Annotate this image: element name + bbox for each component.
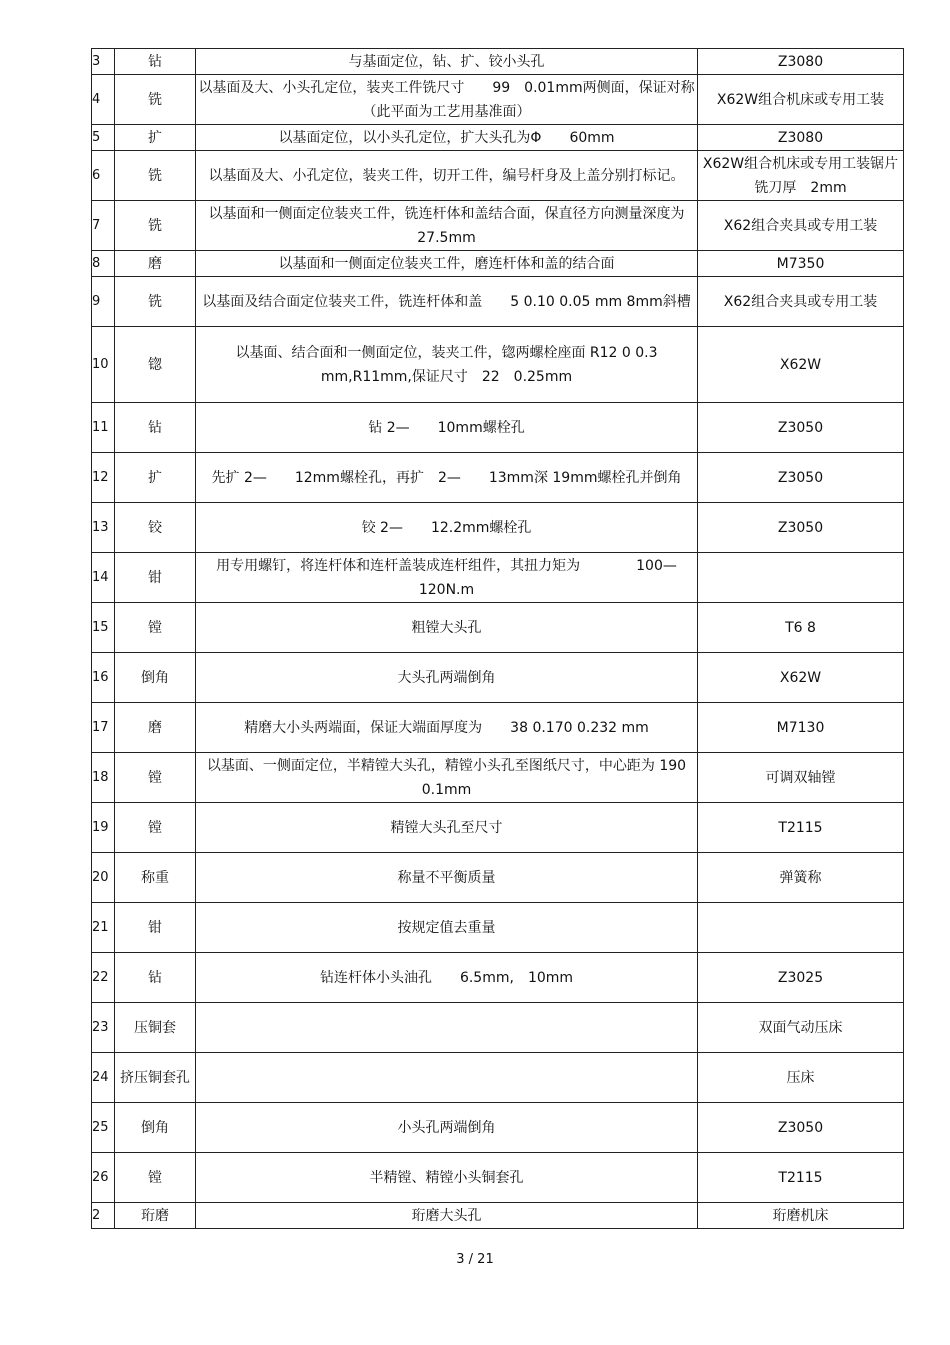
step-number-cell: 23 <box>92 1003 115 1053</box>
equipment-cell: X62W组合机床或专用工装锯片铣刀厚 2mm <box>698 151 904 201</box>
table-row <box>92 503 904 553</box>
equipment-cell: Z3025 <box>698 953 904 1003</box>
process-content-cell: 钻 2— 10mm螺栓孔 <box>196 403 698 453</box>
equipment-cell: X62W组合机床或专用工装 <box>698 75 904 125</box>
operation-cell: 压铜套 <box>115 1003 196 1053</box>
process-content-cell: 以基面及大、小孔定位，装夹工件，切开工件，编号杆身及上盖分别打标记。 <box>196 151 698 201</box>
operation-cell: 称重 <box>115 853 196 903</box>
step-number-cell: 20 <box>92 853 115 903</box>
process-content-cell: 珩磨大头孔 <box>196 1203 698 1229</box>
table-row <box>92 703 904 753</box>
step-number-cell: 13 <box>92 503 115 553</box>
operation-cell: 扩 <box>115 453 196 503</box>
step-number-cell: 3 <box>92 49 115 75</box>
equipment-cell: Z3050 <box>698 503 904 553</box>
process-table-container <box>91 48 904 1229</box>
table-row <box>92 853 904 903</box>
process-content-cell: 以基面、一侧面定位，半精镗大头孔，精镗小头孔至图纸尺寸，中心距为 190 0.1mm <box>196 753 698 803</box>
step-number-cell: 22 <box>92 953 115 1003</box>
equipment-cell: 双面气动压床 <box>698 1003 904 1053</box>
table-row <box>92 277 904 327</box>
table-row <box>92 125 904 151</box>
step-number-cell: 19 <box>92 803 115 853</box>
step-number-cell: 8 <box>92 251 115 277</box>
process-content-cell: 以基面和一侧面定位装夹工件，磨连杆体和盖的结合面 <box>196 251 698 277</box>
equipment-cell: T2115 <box>698 1153 904 1203</box>
process-content-cell: 以基面及结合面定位装夹工件，铣连杆体和盖 5 0.10 0.05 mm 8mm斜槽 <box>196 277 698 327</box>
equipment-cell: 珩磨机床 <box>698 1203 904 1229</box>
equipment-cell: X62W <box>698 327 904 403</box>
table-row <box>92 553 904 603</box>
equipment-cell: X62组合夹具或专用工装 <box>698 201 904 251</box>
equipment-cell: 压床 <box>698 1053 904 1103</box>
table-row <box>92 327 904 403</box>
step-number-cell: 5 <box>92 125 115 151</box>
equipment-cell: Z3050 <box>698 403 904 453</box>
equipment-cell: M7350 <box>698 251 904 277</box>
equipment-cell <box>698 903 904 953</box>
process-content-cell: 大头孔两端倒角 <box>196 653 698 703</box>
process-content-cell: 精镗大头孔至尺寸 <box>196 803 698 853</box>
table-row <box>92 1153 904 1203</box>
table-row <box>92 653 904 703</box>
operation-cell: 倒角 <box>115 1103 196 1153</box>
operation-cell: 挤压铜套孔 <box>115 1053 196 1103</box>
operation-cell: 镗 <box>115 753 196 803</box>
step-number-cell: 18 <box>92 753 115 803</box>
process-content-cell: 以基面、结合面和一侧面定位，装夹工件，锪两螺栓座面 R12 0 0.3 mm,R11mm,保证尺寸 22 0.25mm <box>196 327 698 403</box>
step-number-cell: 26 <box>92 1153 115 1203</box>
equipment-cell: M7130 <box>698 703 904 753</box>
equipment-cell: T2115 <box>698 803 904 853</box>
step-number-cell: 17 <box>92 703 115 753</box>
table-row <box>92 403 904 453</box>
equipment-cell: X62组合夹具或专用工装 <box>698 277 904 327</box>
process-content-cell: 铰 2— 12.2mm螺栓孔 <box>196 503 698 553</box>
table-row <box>92 251 904 277</box>
process-table-body <box>92 49 904 1229</box>
process-content-cell: 与基面定位，钻、扩、铰小头孔 <box>196 49 698 75</box>
page-number: 3 / 21 <box>456 1252 494 1267</box>
process-content-cell: 钻连杆体小头油孔 6.5mm, 10mm <box>196 953 698 1003</box>
operation-cell: 铣 <box>115 151 196 201</box>
table-row <box>92 1103 904 1153</box>
equipment-cell: Z3050 <box>698 453 904 503</box>
step-number-cell: 15 <box>92 603 115 653</box>
step-number-cell: 11 <box>92 403 115 453</box>
table-row <box>92 603 904 653</box>
table-row <box>92 953 904 1003</box>
process-content-cell: 按规定值去重量 <box>196 903 698 953</box>
step-number-cell: 24 <box>92 1053 115 1103</box>
step-number-cell: 2 <box>92 1203 115 1229</box>
step-number-cell: 10 <box>92 327 115 403</box>
operation-cell: 锪 <box>115 327 196 403</box>
operation-cell: 铰 <box>115 503 196 553</box>
step-number-cell: 14 <box>92 553 115 603</box>
equipment-cell: Z3080 <box>698 49 904 75</box>
operation-cell: 铣 <box>115 277 196 327</box>
process-content-cell <box>196 1053 698 1103</box>
table-row <box>92 201 904 251</box>
process-content-cell: 以基面定位，以小头孔定位，扩大头孔为Φ 60mm <box>196 125 698 151</box>
process-content-cell: 粗镗大头孔 <box>196 603 698 653</box>
equipment-cell: T6 8 <box>698 603 904 653</box>
table-row <box>92 1003 904 1053</box>
table-row <box>92 151 904 201</box>
table-row <box>92 75 904 125</box>
table-row <box>92 1203 904 1229</box>
operation-cell: 钳 <box>115 553 196 603</box>
process-content-cell: 小头孔两端倒角 <box>196 1103 698 1153</box>
table-row <box>92 903 904 953</box>
step-number-cell: 4 <box>92 75 115 125</box>
process-content-cell <box>196 1003 698 1053</box>
step-number-cell: 25 <box>92 1103 115 1153</box>
process-content-cell: 以基面及大、小头孔定位，装夹工件铣尺寸 99 0.01mm两侧面，保证对称（此平面为工艺用基准面） <box>196 75 698 125</box>
operation-cell: 铣 <box>115 201 196 251</box>
table-row <box>92 803 904 853</box>
process-table <box>91 48 904 1229</box>
process-content-cell: 称量不平衡质量 <box>196 853 698 903</box>
operation-cell: 磨 <box>115 251 196 277</box>
operation-cell: 钻 <box>115 953 196 1003</box>
operation-cell: 扩 <box>115 125 196 151</box>
table-row <box>92 453 904 503</box>
equipment-cell <box>698 553 904 603</box>
operation-cell: 磨 <box>115 703 196 753</box>
table-row <box>92 49 904 75</box>
step-number-cell: 16 <box>92 653 115 703</box>
table-row <box>92 1053 904 1103</box>
operation-cell: 镗 <box>115 603 196 653</box>
step-number-cell: 7 <box>92 201 115 251</box>
step-number-cell: 21 <box>92 903 115 953</box>
table-row <box>92 753 904 803</box>
process-content-cell: 以基面和一侧面定位装夹工件，铣连杆体和盖结合面，保直径方向测量深度为 27.5mm <box>196 201 698 251</box>
operation-cell: 钻 <box>115 49 196 75</box>
operation-cell: 铣 <box>115 75 196 125</box>
process-content-cell: 精磨大小头两端面，保证大端面厚度为 38 0.170 0.232 mm <box>196 703 698 753</box>
equipment-cell: Z3080 <box>698 125 904 151</box>
equipment-cell: X62W <box>698 653 904 703</box>
step-number-cell: 6 <box>92 151 115 201</box>
process-content-cell: 用专用螺钉，将连杆体和连杆盖装成连杆组件，其扭力矩为 100—120N.m <box>196 553 698 603</box>
equipment-cell: Z3050 <box>698 1103 904 1153</box>
equipment-cell: 可调双轴镗 <box>698 753 904 803</box>
process-content-cell: 先扩 2— 12mm螺栓孔，再扩 2— 13mm深 19mm螺栓孔并倒角 <box>196 453 698 503</box>
operation-cell: 镗 <box>115 1153 196 1203</box>
operation-cell: 镗 <box>115 803 196 853</box>
operation-cell: 倒角 <box>115 653 196 703</box>
equipment-cell: 弹簧称 <box>698 853 904 903</box>
step-number-cell: 12 <box>92 453 115 503</box>
operation-cell: 钳 <box>115 903 196 953</box>
process-content-cell: 半精镗、精镗小头铜套孔 <box>196 1153 698 1203</box>
operation-cell: 珩磨 <box>115 1203 196 1229</box>
step-number-cell: 9 <box>92 277 115 327</box>
operation-cell: 钻 <box>115 403 196 453</box>
